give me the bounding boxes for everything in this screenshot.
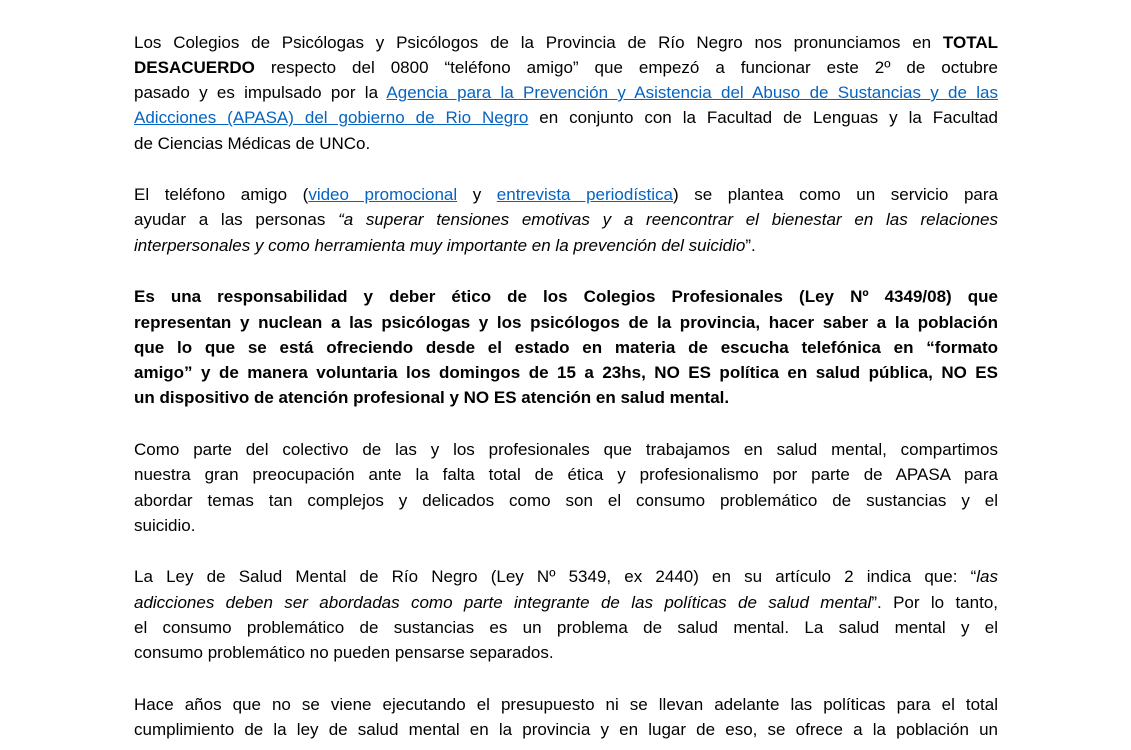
- text-run: ”.: [745, 235, 756, 255]
- text-line: [134, 55, 998, 80]
- text-run: suicidio.: [134, 515, 196, 535]
- italic-text: interpersonales y como herramienta muy importante en la prevención del suicidio: [134, 235, 746, 255]
- text-line: [134, 640, 998, 665]
- paragraph-4: [134, 437, 998, 538]
- text-run: cumplimiento de la ley de salud mental en la provincia y en lugar de eso, se ofrece a la población un: [134, 719, 998, 739]
- bold-text: DESACUERDO: [134, 57, 255, 77]
- hyperlink[interactable]: video promocional: [308, 185, 458, 205]
- paragraph-1: [134, 30, 998, 156]
- paragraph-2: [134, 182, 998, 258]
- text-line: [134, 30, 998, 55]
- text-line: [134, 182, 998, 207]
- text-run: ”. Por lo tanto,: [871, 592, 998, 612]
- paragraph-3: [134, 284, 998, 410]
- text-line: [134, 335, 998, 360]
- bold-text: un dispositivo de atención profesional y NO ES atención en salud mental.: [134, 388, 730, 408]
- text-run: pasado y es impulsado por la: [134, 83, 387, 103]
- hyperlink[interactable]: Agencia para la Prevención y Asistencia del Abuso de Sustancias y de las: [386, 83, 998, 103]
- text-line: [134, 564, 998, 589]
- text-line: [134, 310, 998, 335]
- text-run: y: [457, 185, 497, 205]
- text-run: El teléfono amigo (: [134, 185, 309, 205]
- text-run: Hace años que no se viene ejecutando el presupuesto ni se llevan adelante las políticas para el total: [134, 694, 998, 714]
- hyperlink[interactable]: Adicciones (APASA) del gobierno de Rio Negro: [134, 108, 529, 128]
- text-line: [134, 488, 998, 513]
- bold-text: representan y nuclean a las psicólogas y los psicólogos de la provincia, hacer saber a la población: [134, 312, 998, 332]
- document-body: [134, 30, 998, 750]
- text-line: [134, 284, 998, 309]
- italic-text: adicciones deben ser abordadas como parte integrante de las políticas de salud mental: [134, 592, 872, 612]
- text-line: [134, 233, 998, 258]
- text-line: [134, 385, 998, 410]
- text-run: ayudar a las personas: [134, 210, 339, 230]
- text-run: respecto del 0800 “teléfono amigo” que empezó a funcionar este 2º de octubre: [254, 57, 998, 77]
- bold-text: TOTAL: [942, 32, 998, 52]
- text-line: [134, 462, 998, 487]
- bold-text: amigo” y de manera voluntaria los domingos de 15 a 23hs, NO ES política en salud pública, NO ES: [134, 363, 998, 383]
- text-run: La Ley de Salud Mental de Río Negro (Ley Nº 5349, ex 2440) en su artículo 2 indica que: “: [134, 567, 977, 587]
- text-run: Como parte del colectivo de las y los profesionales que trabajamos en salud mental, compartimos: [134, 439, 998, 459]
- paragraph-5: [134, 564, 998, 665]
- text-line: [134, 717, 998, 742]
- text-run: nuestra gran preocupación ante la falta total de ética y profesionalismo por parte de APASA para: [134, 465, 998, 485]
- text-run: de Ciencias Médicas de UNCo.: [134, 133, 371, 153]
- text-line: [134, 513, 998, 538]
- text-line: [134, 590, 998, 615]
- text-line: [134, 207, 998, 232]
- bold-text: que lo que se está ofreciendo desde el estado en materia de escucha telefónica en “formato: [134, 337, 998, 357]
- hyperlink[interactable]: entrevista periodística: [496, 185, 674, 205]
- text-line: [134, 437, 998, 462]
- italic-text: “a superar tensiones emotivas y a reencontrar el bienestar en las relaciones: [338, 210, 998, 230]
- text-line: [134, 105, 998, 130]
- text-run: Los Colegios de Psicólogas y Psicólogos de la Provincia de Río Negro nos pronunciamos en: [134, 32, 943, 52]
- text-line: [134, 131, 998, 156]
- text-run: abordar temas tan complejos y delicados como son el consumo problemático de sustancias y el: [134, 490, 998, 510]
- text-line: [134, 80, 998, 105]
- text-line: [134, 692, 998, 717]
- text-run: consumo problemático no pueden pensarse separados.: [134, 643, 554, 663]
- text-line: [134, 360, 998, 385]
- paragraph-6: [134, 692, 998, 743]
- text-line: [134, 615, 998, 640]
- text-run: el consumo problemático de sustancias es un problema de salud mental. La salud mental y el: [134, 617, 998, 637]
- italic-text: las: [976, 567, 998, 587]
- text-run: ) se plantea como un servicio para: [673, 185, 998, 205]
- bold-text: Es una responsabilidad y deber ético de los Colegios Profesionales (Ley Nº 4349/08) que: [134, 287, 998, 307]
- text-run: en conjunto con la Facultad de Lenguas y la Facultad: [528, 108, 998, 128]
